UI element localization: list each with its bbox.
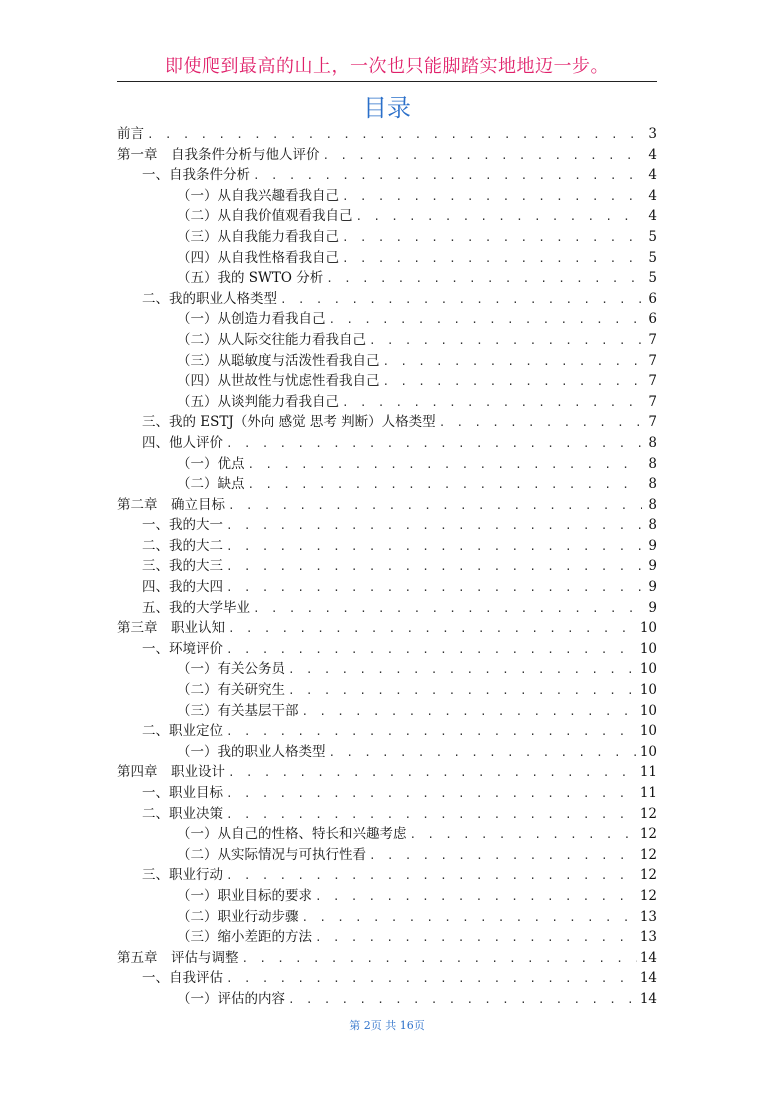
toc-entry-label: （一）有关公务员 <box>177 661 285 678</box>
toc-entry-page-number: 14 <box>639 990 657 1007</box>
toc-entry[interactable] <box>117 907 657 928</box>
toc-entry-page-number: 7 <box>648 414 657 431</box>
toc-entry-label: （三）有关基层干部 <box>177 702 299 719</box>
toc-entry[interactable] <box>117 804 657 825</box>
toc-entry[interactable] <box>117 762 657 783</box>
toc-entry-label: 第一章 自我条件分析与他人评价 <box>117 146 320 163</box>
toc-entry-page-number: 4 <box>648 146 657 163</box>
toc-entry-label: 第二章 确立目标 <box>117 496 225 513</box>
toc-entry-label: 第四章 职业设计 <box>117 764 225 781</box>
toc-dot-leader <box>253 166 642 187</box>
toc-entry-label: （三）从聪敏度与活泼性看我自己 <box>177 352 380 369</box>
toc-entry-label: （四）从自我性格看我自己 <box>177 249 339 266</box>
toc-dot-leader <box>248 475 643 496</box>
toc-entry-label: 四、他人评价 <box>142 434 223 451</box>
toc-entry-page-number: 10 <box>639 640 657 657</box>
toc-dot-leader <box>369 331 642 352</box>
toc-entry-page-number: 4 <box>648 167 657 184</box>
toc-entry-page-number: 7 <box>648 331 657 348</box>
toc-entry-page-number: 4 <box>648 208 657 225</box>
toc-entry-page-number: 12 <box>639 846 657 863</box>
toc-entry-page-number: 5 <box>648 228 657 245</box>
toc-dot-leader <box>226 537 642 558</box>
toc-dot-leader <box>342 393 642 414</box>
toc-dot-leader <box>369 846 637 867</box>
toc-entry-label: （二）从自我价值观看我自己 <box>177 208 353 225</box>
toc-dot-leader <box>329 310 643 331</box>
toc-dot-leader <box>226 578 642 599</box>
toc-entry-label: 一、自我评估 <box>142 970 223 987</box>
toc-entry-label: 二、我的职业人格类型 <box>142 290 277 307</box>
toc-entry-page-number: 5 <box>648 270 657 287</box>
toc-dot-leader <box>253 599 642 620</box>
toc-entry-label: （一）从自我兴趣看我自己 <box>177 187 339 204</box>
toc-entry[interactable] <box>117 351 657 372</box>
toc-entry-label: 二、我的大二 <box>142 537 223 554</box>
toc-dot-leader <box>228 496 642 517</box>
toc-entry-page-number: 9 <box>648 558 657 575</box>
toc-entry-label: （二）从人际交往能力看我自己 <box>177 331 366 348</box>
toc-entry-page-number: 8 <box>648 434 657 451</box>
toc-entry-page-number: 9 <box>648 579 657 596</box>
toc-entry-label: （二）缺点 <box>177 476 245 493</box>
toc-entry[interactable] <box>117 721 657 742</box>
toc-entry-label: 三、我的大三 <box>142 558 223 575</box>
toc-entry-label: （一）评估的内容 <box>177 990 285 1007</box>
toc-entry-label: 第三章 职业认知 <box>117 620 225 637</box>
header-quote: 即使爬到最高的山上，一次也只能脚踏实地地迈一步。 <box>165 56 609 77</box>
toc-entry[interactable] <box>117 165 657 186</box>
toc-entry-page-number: 9 <box>648 537 657 554</box>
toc-dot-leader <box>288 990 637 1011</box>
toc-dot-leader <box>288 681 637 702</box>
toc-dot-leader <box>280 290 642 311</box>
toc-entry-label: 二、职业定位 <box>142 723 223 740</box>
toc-dot-leader <box>410 825 637 846</box>
toc-entry-page-number: 3 <box>648 126 657 142</box>
toc-title: 目录 <box>363 94 411 122</box>
toc-entry[interactable] <box>117 865 657 886</box>
toc-entry-page-number: 8 <box>648 517 657 534</box>
toc-entry-label: （一）我的职业人格类型 <box>177 743 326 760</box>
toc-dot-leader <box>326 269 642 290</box>
toc-entry-label: 五、我的大学毕业 <box>142 599 250 616</box>
toc-entry-page-number: 13 <box>639 929 657 946</box>
toc-entry-page-number: 6 <box>648 311 657 328</box>
toc-entry-page-number: 10 <box>639 723 657 740</box>
toc-entry-label: 三、职业行动 <box>142 867 223 884</box>
toc-dot-leader <box>315 887 637 908</box>
toc-dot-leader <box>228 619 637 640</box>
toc-entry-page-number: 14 <box>639 949 657 966</box>
toc-dot-leader <box>356 207 643 228</box>
toc-entry-page-number: 7 <box>648 373 657 390</box>
toc-entry-page-number: 11 <box>639 764 657 781</box>
toc-entry[interactable] <box>117 309 657 330</box>
toc-entry-page-number: 10 <box>639 743 657 760</box>
toc-entry-page-number: 10 <box>639 661 657 678</box>
toc-dot-leader <box>288 660 637 681</box>
toc-entry-label: 一、我的大一 <box>142 517 223 534</box>
toc-entry-page-number: 13 <box>639 908 657 925</box>
toc-dot-leader <box>342 249 642 270</box>
toc-entry[interactable] <box>117 536 657 557</box>
toc-dot-leader <box>323 146 643 167</box>
toc-entry-page-number: 7 <box>648 393 657 410</box>
toc-entry[interactable] <box>117 742 657 763</box>
toc-entry[interactable] <box>117 701 657 722</box>
toc-dot-leader <box>248 455 643 476</box>
toc-entry[interactable] <box>117 454 657 475</box>
toc-dot-leader <box>226 969 637 990</box>
toc-entry-label: 一、职业目标 <box>142 785 223 801</box>
toc-dot-leader <box>226 784 637 805</box>
toc-entry-page-number: 8 <box>648 476 657 493</box>
toc-entry[interactable] <box>117 227 657 248</box>
toc-entry[interactable] <box>117 680 657 701</box>
toc-entry-label: （一）优点 <box>177 455 245 472</box>
toc-entry-label: 二、职业决策 <box>142 805 223 822</box>
toc-entry-page-number: 10 <box>639 682 657 699</box>
toc-dot-leader <box>302 908 637 929</box>
toc-entry[interactable] <box>117 968 657 989</box>
toc-entry[interactable] <box>117 124 657 145</box>
toc-dot-leader <box>226 557 642 578</box>
toc-dot-leader <box>329 743 637 764</box>
toc-dot-leader <box>242 949 637 970</box>
toc-entry-label: （一）职业目标的要求 <box>177 887 312 904</box>
toc-entry-label: （四）从世故性与忧虑性看我自己 <box>177 373 380 390</box>
toc-entry[interactable] <box>117 392 657 413</box>
toc-entry[interactable] <box>117 783 657 804</box>
toc-dot-leader <box>147 125 642 146</box>
toc-entry-label: （五）我的 SWTO 分析 <box>177 270 324 287</box>
toc-entry[interactable] <box>117 824 657 845</box>
toc-entry[interactable] <box>117 659 657 680</box>
toc-dot-leader <box>383 352 643 373</box>
toc-entry-page-number: 6 <box>648 290 657 307</box>
toc-entry[interactable] <box>117 412 657 433</box>
toc-dot-leader <box>228 763 637 784</box>
toc-entry[interactable] <box>117 248 657 269</box>
toc-entry[interactable] <box>117 474 657 495</box>
toc-entry[interactable] <box>117 206 657 227</box>
toc-entry[interactable] <box>117 639 657 660</box>
toc-entry-label: （一）从自己的性格、特长和兴趣考虑 <box>177 826 407 843</box>
toc-entry-label: （二）从实际情况与可执行性看 <box>177 846 366 863</box>
header-divider <box>117 81 657 82</box>
toc-entry-page-number: 9 <box>648 599 657 616</box>
toc-entry-label: （三）缩小差距的方法 <box>177 929 312 946</box>
toc-dot-leader <box>439 413 642 434</box>
toc-entry-page-number: 7 <box>648 352 657 369</box>
toc-dot-leader <box>226 434 642 455</box>
toc-dot-leader <box>226 722 637 743</box>
toc-dot-leader <box>383 372 643 393</box>
toc-entry[interactable] <box>117 598 657 619</box>
toc-entry[interactable] <box>117 577 657 598</box>
toc-entry-label: 四、我的大四 <box>142 579 223 596</box>
toc-entry-page-number: 8 <box>648 455 657 472</box>
toc-entry-label: （五）从谈判能力看我自己 <box>177 393 339 410</box>
toc-dot-leader <box>226 866 637 887</box>
toc-entry[interactable] <box>117 495 657 516</box>
toc-entry-label: （二）有关研究生 <box>177 682 285 699</box>
toc-entry[interactable] <box>117 515 657 536</box>
toc-entry[interactable] <box>117 845 657 866</box>
toc-entry-label: 前言 <box>117 126 144 142</box>
toc-entry[interactable] <box>117 433 657 454</box>
toc-entry[interactable] <box>117 289 657 310</box>
toc-entry[interactable] <box>117 927 657 948</box>
toc-entry[interactable] <box>117 618 657 639</box>
toc-dot-leader <box>315 928 637 949</box>
toc-entry-label: 一、环境评价 <box>142 640 223 657</box>
toc-entry-page-number: 12 <box>639 805 657 822</box>
toc-entry-page-number: 11 <box>639 785 657 801</box>
toc-entry[interactable] <box>117 330 657 351</box>
toc-entry-page-number: 10 <box>639 702 657 719</box>
toc-entry[interactable] <box>117 145 657 166</box>
toc-dot-leader <box>302 702 637 723</box>
toc-entry-label: 三、我的 ESTJ（外向 感觉 思考 判断）人格类型 <box>142 414 436 431</box>
toc-entry[interactable] <box>117 948 657 969</box>
toc-entry-page-number: 8 <box>648 496 657 513</box>
toc-dot-leader <box>342 187 642 208</box>
toc-entry-label: （二）职业行动步骤 <box>177 908 299 925</box>
toc-entry-page-number: 4 <box>648 187 657 204</box>
toc-entry-label: （一）从创造力看我自己 <box>177 311 326 328</box>
toc-dot-leader <box>226 516 642 537</box>
toc-entry-page-number: 12 <box>639 867 657 884</box>
toc-dot-leader <box>226 640 637 661</box>
toc-entry[interactable] <box>117 371 657 392</box>
toc-entry[interactable] <box>117 268 657 289</box>
toc-entry[interactable] <box>117 556 657 577</box>
toc-entry[interactable] <box>117 886 657 907</box>
table-of-contents <box>117 124 657 1010</box>
toc-entry-label: 第五章 评估与调整 <box>117 949 239 966</box>
toc-entry-label: 一、自我条件分析 <box>142 167 250 184</box>
toc-entry-page-number: 12 <box>639 826 657 843</box>
toc-entry-page-number: 5 <box>648 249 657 266</box>
toc-dot-leader <box>226 805 637 826</box>
page-footer: 第 2页 共 16页 <box>349 1019 425 1032</box>
toc-entry-page-number: 14 <box>639 970 657 987</box>
toc-entry-label: （三）从自我能力看我自己 <box>177 228 339 245</box>
toc-entry[interactable] <box>117 186 657 207</box>
toc-entry-page-number: 10 <box>639 620 657 637</box>
toc-entry-page-number: 12 <box>639 887 657 904</box>
toc-entry[interactable] <box>117 989 657 1010</box>
toc-dot-leader <box>342 228 642 249</box>
